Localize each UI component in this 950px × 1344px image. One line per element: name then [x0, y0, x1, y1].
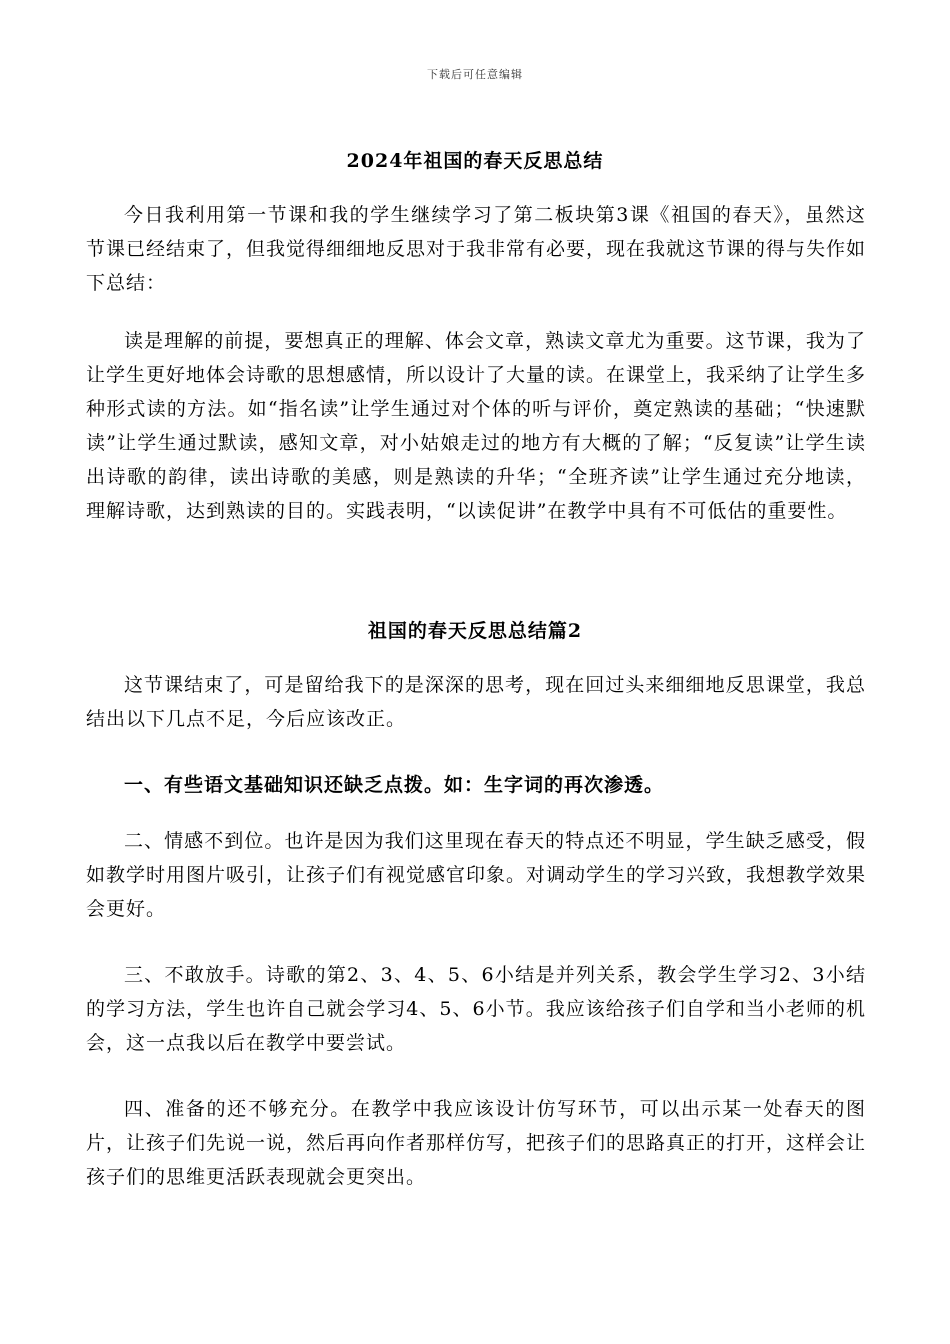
paragraph-point-four: 四、准备的还不够充分。在教学中我应该设计仿写环节，可以出示某一处春天的图片，让孩子们先说一说，然后再向作者那样仿写，把孩子们的思路真正的打开，这样会让孩子们的思维更活跃表现就会更突出。 — [86, 1098, 867, 1188]
section-subtitle: 祖国的春天反思总结篇2 — [367, 620, 583, 642]
paragraph-point-one: 一、有些语文基础知识还缺乏点拨。如：生字词的再次渗透。 — [124, 774, 665, 796]
paragraph-reading: 读是理解的前提，要想真正的理解、体会文章，熟读文章尤为重要。这节课，我为了让学生更好地体会诗歌的思想感情，所以设计了大量的读。在课堂上，我采纳了让学生多种形式读的方法。如“指名读”让学生通过对个体的听与评价，奠定熟读的基础；“快速默读”让学生通过默读，感知文章，对小姑娘走过的地方有大概的了解；“反复读”让学生读出诗歌的韵律，读出诗歌的美感，则是熟读的升华；“全班齐读”让学生通过充分地读，理解诗歌，达到熟读的目的。实践表明，“以读促讲”在教学中具有不可低估的重要性。 — [86, 330, 867, 522]
header-note: 下载后可任意编辑 — [427, 68, 523, 81]
paragraph-section2-intro: 这节课结束了，可是留给我下的是深深的思考，现在回过头来细细地反思课堂，我总结出以下几点不足，今后应该改正。 — [86, 674, 866, 730]
paragraph-point-three: 三、不敢放手。诗歌的第2、3、4、5、6小结是并列关系，教会学生学习2、3小结的学习方法，学生也许自己就会学习4、5、6小节。我应该给孩子们自学和当小老师的机会，这一点我以后在教学中要尝试。 — [86, 964, 866, 1054]
paragraph-point-two: 二、情感不到位。也许是因为我们这里现在春天的特点还不明显，学生缺乏感受，假如教学时用图片吸引，让孩子们有视觉感官印象。对调动学生的学习兴致，我想教学效果会更好。 — [86, 830, 867, 920]
paragraph-intro: 今日我利用第一节课和我的学生继续学习了第二板块第3课《祖国的春天》，虽然这节课已经结束了，但我觉得细细地反思对于我非常有必要，现在我就这节课的得与失作如下总结： — [86, 204, 867, 294]
page-title: 2024年祖国的春天反思总结 — [346, 150, 604, 172]
